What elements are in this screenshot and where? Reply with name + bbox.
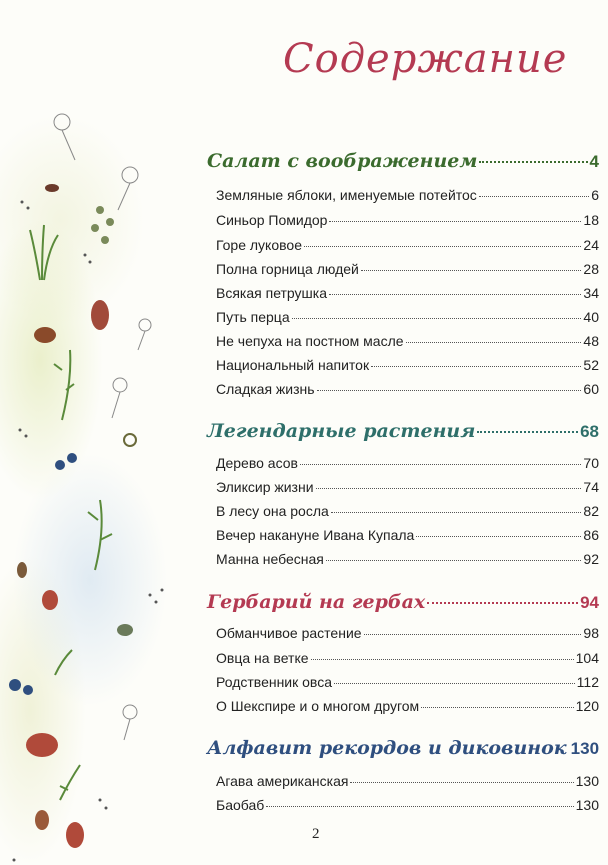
section-page: 130 xyxy=(570,739,600,758)
section-page: 94 xyxy=(580,593,599,612)
toc-entry[interactable] xyxy=(216,237,599,259)
section-heading[interactable] xyxy=(207,150,599,180)
toc-entry[interactable] xyxy=(216,212,599,234)
entry-title: Всякая петрушка xyxy=(216,285,328,301)
entry-page: 104 xyxy=(575,650,599,666)
leader-dots xyxy=(477,431,578,433)
leader-dots xyxy=(364,634,582,635)
leader-dots xyxy=(479,196,589,197)
entry-page: 74 xyxy=(583,479,599,495)
entry-title: Овца на ветке xyxy=(216,650,309,666)
toc-entry[interactable] xyxy=(216,333,599,355)
entry-title: Путь перца xyxy=(216,309,290,325)
leader-dots xyxy=(331,512,582,513)
section-heading[interactable] xyxy=(207,591,599,621)
leader-dots xyxy=(371,366,581,367)
section-title: Алфавит рекордов и диковинок xyxy=(207,737,567,759)
entry-page: 86 xyxy=(583,527,599,543)
entry-title: Обманчивое растение xyxy=(216,625,362,641)
entry-title: Дерево асов xyxy=(216,455,298,471)
entry-title: Земляные яблоки, именуемые потейтос xyxy=(216,187,477,203)
toc-entry[interactable] xyxy=(216,797,599,819)
section-title: Салат с воображением xyxy=(207,150,478,172)
leader-dots xyxy=(326,560,582,561)
entry-title: Эликсир жизни xyxy=(216,479,314,495)
entry-page: 24 xyxy=(583,237,599,253)
entry-page: 6 xyxy=(591,187,599,203)
entry-page: 40 xyxy=(583,309,599,325)
toc-entry[interactable] xyxy=(216,650,599,672)
page-number: 2 xyxy=(312,826,320,842)
entry-title: Родственник овса xyxy=(216,674,332,690)
toc-entry[interactable] xyxy=(216,187,599,209)
section-title: Гербарий на гербах xyxy=(207,591,426,613)
toc-entry[interactable] xyxy=(216,357,599,379)
entry-page: 60 xyxy=(583,381,599,397)
toc-entry[interactable] xyxy=(216,455,599,477)
entry-title: Национальный напиток xyxy=(216,357,370,373)
leader-dots xyxy=(266,806,573,807)
entry-page: 82 xyxy=(583,503,599,519)
leader-dots xyxy=(421,707,573,708)
entry-page: 130 xyxy=(575,797,599,813)
entry-title: Синьор Помидор xyxy=(216,212,328,228)
leader-dots xyxy=(292,318,582,319)
entry-page: 120 xyxy=(575,698,599,714)
botanical-illustration xyxy=(0,100,200,865)
entry-page: 112 xyxy=(576,674,599,690)
page-title: Содержание xyxy=(283,36,568,82)
section-heading[interactable] xyxy=(207,737,599,767)
entry-title: Баобаб xyxy=(216,797,265,813)
toc-entry[interactable] xyxy=(216,674,599,696)
toc-entry[interactable] xyxy=(216,625,599,647)
section-page: 68 xyxy=(580,422,599,441)
toc-entry[interactable] xyxy=(216,773,599,795)
section-heading[interactable] xyxy=(207,420,599,450)
leader-dots xyxy=(316,488,582,489)
leader-dots xyxy=(479,161,587,163)
entry-page: 48 xyxy=(583,333,599,349)
leader-dots xyxy=(406,342,582,343)
entry-page: 130 xyxy=(575,773,599,789)
toc-entry[interactable] xyxy=(216,285,599,307)
entry-title: Полна горница людей xyxy=(216,261,359,277)
entry-page: 18 xyxy=(583,212,599,228)
leader-dots xyxy=(311,659,574,660)
section-page: 4 xyxy=(589,152,599,171)
entry-page: 92 xyxy=(583,551,599,567)
entry-title: Сладкая жизнь xyxy=(216,381,315,397)
entry-page: 52 xyxy=(583,357,599,373)
leader-dots xyxy=(334,683,575,684)
toc-entry[interactable] xyxy=(216,479,599,501)
entry-page: 98 xyxy=(583,625,599,641)
leader-dots xyxy=(329,221,581,222)
entry-page: 28 xyxy=(583,261,599,277)
leader-dots xyxy=(427,602,578,604)
leader-dots xyxy=(329,294,581,295)
leader-dots xyxy=(350,782,573,783)
leader-dots xyxy=(300,464,581,465)
entry-title: Не чепуха на постном масле xyxy=(216,333,404,349)
section-title: Легендарные растения xyxy=(207,420,476,442)
seeds-icon xyxy=(9,184,136,848)
entry-title: Манна небесная xyxy=(216,551,324,567)
leader-dots xyxy=(361,270,582,271)
entry-title: Вечер накануне Ивана Купала xyxy=(216,527,415,543)
toc-entry[interactable] xyxy=(216,698,599,720)
toc-entry[interactable] xyxy=(216,381,599,403)
leader-dots xyxy=(304,246,581,247)
toc-entry[interactable] xyxy=(216,309,599,331)
toc-entry[interactable] xyxy=(216,527,599,549)
toc-entry[interactable] xyxy=(216,503,599,525)
toc-entry[interactable] xyxy=(216,261,599,283)
entry-title: Агава американская xyxy=(216,773,349,789)
entry-title: О Шекспире и о многом другом xyxy=(216,698,420,714)
leader-dots xyxy=(416,536,581,537)
leader-dots xyxy=(317,390,582,391)
entry-page: 34 xyxy=(583,285,599,301)
toc-entry[interactable] xyxy=(216,551,599,573)
entry-title: Горе луковое xyxy=(216,237,302,253)
entry-title: В лесу она росла xyxy=(216,503,329,519)
entry-page: 70 xyxy=(583,455,599,471)
